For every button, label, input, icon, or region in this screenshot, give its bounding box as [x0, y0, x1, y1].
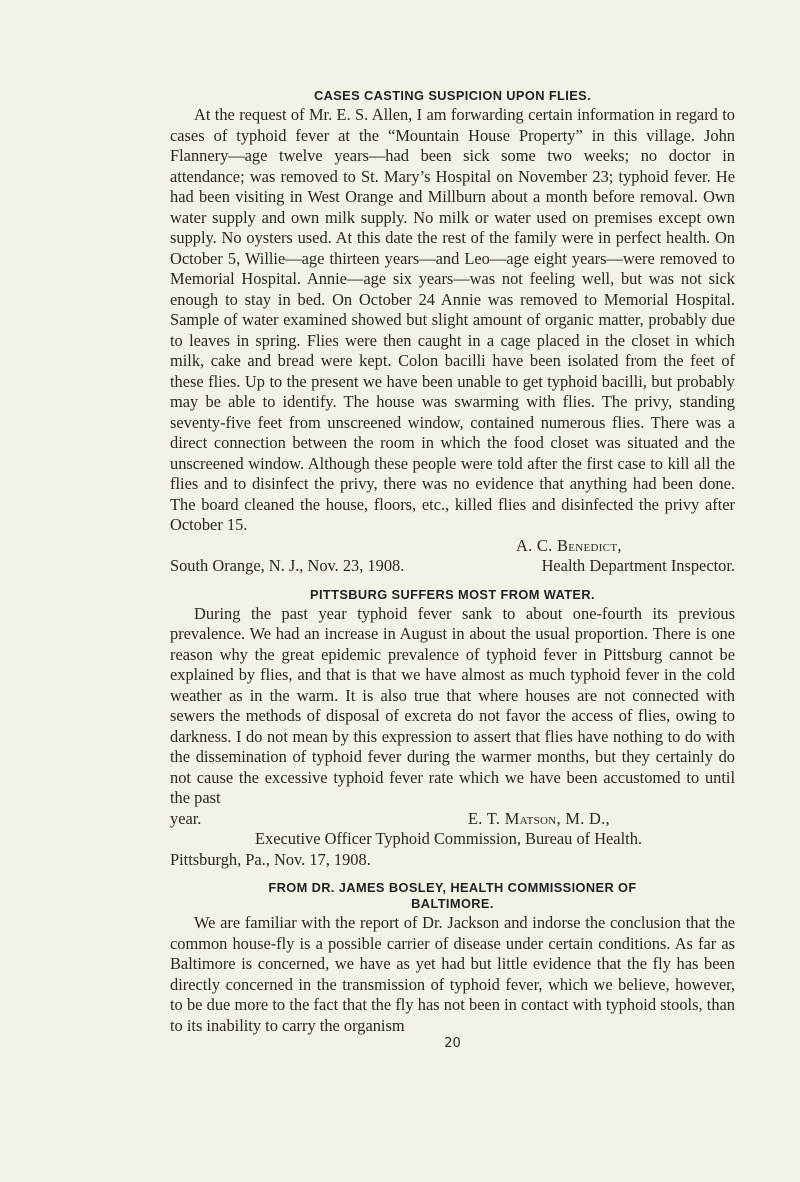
section-heading	[170, 880, 735, 912]
signature-name: A. C. Benedict,	[516, 535, 622, 555]
section-heading: CASES CASTING SUSPICION UPON FLIES.	[313, 88, 592, 103]
section-baltimore	[170, 880, 735, 1036]
body-last-word: year.	[170, 808, 202, 828]
signature-block	[170, 809, 735, 871]
signature-place: South Orange, N. J., Nov. 23, 1908.	[170, 556, 405, 575]
section-heading: PITTSBURG SUFFERS MOST FROM WATER.	[310, 586, 595, 602]
section-flies	[170, 88, 735, 577]
heading-line-2: BALTIMORE.	[411, 896, 494, 911]
signature-title: Health Department Inspector.	[541, 556, 735, 575]
section-body: During the past year typhoid fever sank to about one-fourth its previous prevalence. We had an increase in August in about the usual proportion. There is one reason why the great epidemic prevalence of typhoid fever in Pittsburg cannot be explained by flies, and that is that we have almost as much typhoid fever in the cold weather as in the warm. It is also true that where houses are not connected with sewers the methods of disposal of excreta do not favor the access of flies, owing to darkness. I do not mean by this expression to assert that flies have nothing to do with the dissemination of typhoid fever during the warmer months, but they certainly do not cause the excessive typhoid fever rate which we have been accustomed to until the past	[170, 603, 735, 807]
signature-title: Executive Officer Typhoid Commission, Bureau of Health.	[255, 829, 642, 848]
section-pittsburg	[170, 587, 735, 871]
section-body: We are familiar with the report of Dr. Jackson and indorse the conclusion that the common house-fly is a possible carrier of disease under certain conditions. As far as Baltimore is concerned, we have as yet had but little evidence that the fly has been directly concerned in the transmission of typhoid fever, which we believe, however, to be due more to the fact that the fly has not been in contact with typhoid stools, than to its inability to carry the organism	[170, 913, 735, 1035]
signature-name: E. T. Matson, M. D.,	[468, 808, 610, 828]
page-number: 20	[444, 1036, 461, 1051]
signature-place: Pittsburgh, Pa., Nov. 17, 1908.	[170, 849, 371, 869]
section-body: At the request of Mr. E. S. Allen, I am forwarding certain information in regard to cases of typhoid fever at the “Mountain House Property” in this village. John Flannery—age twelve years—had been sick some two weeks; no doctor in attendance; was removed to St. Mary’s Hospital on November 23; typhoid fever. He had been visiting in West Orange and Millburn about a month before removal. Own water supply and own milk supply. No milk or water used on premises except own supply. No oysters used. At this date the rest of the family were in perfect health. On October 5, Willie—age thirteen years—and Leo—age eight years—were removed to Memorial Hospital. Annie—age six years—was not feeling well, but was not sick enough to stay in bed. On October 24 Annie was removed to Memorial Hospital. Sample of water examined showed but slight amount of organic matter, probably due to leaves in spring. Flies were then caught in a cage placed in the closet in which milk, cake and bread were kept. Colon bacilli have been isolated from the feet of these flies. Up to the present we have been unable to get typhoid bacilli, but probably may be able to identify. The house was swarming with flies. The privy, standing seventy-five feet from unscreened window, contained numerous flies. There was a direct connection between the room in which the food closet was situated and the unscreened window. Although these people were told after the first case to kill all the flies and to disinfect the privy, there was no evidence that anything had been done. The board cleaned the house, floors, etc., killed flies and disinfected the privy after October 15.	[170, 105, 735, 534]
signature-block	[170, 536, 735, 577]
heading-line-1: FROM DR. JAMES BOSLEY, HEALTH COMMISSIONER OF	[268, 880, 637, 895]
document-page	[170, 88, 735, 1052]
